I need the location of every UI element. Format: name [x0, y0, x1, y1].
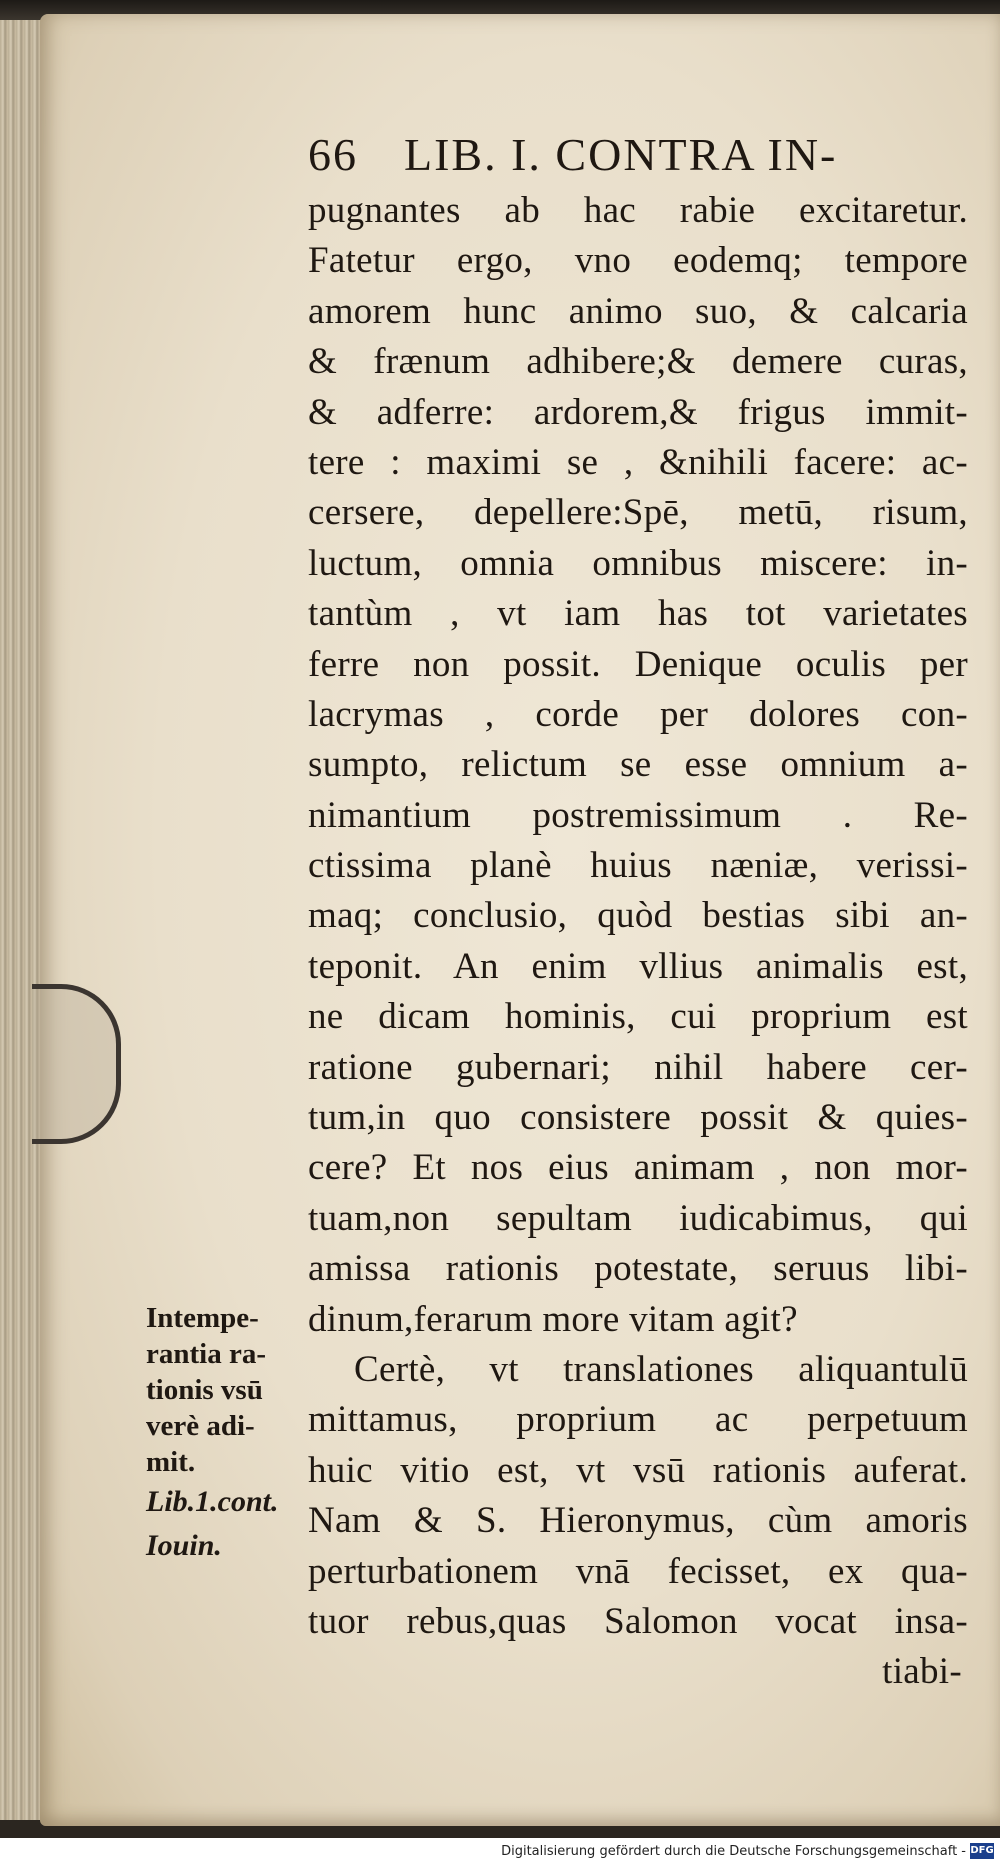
text-line: pugnantes ab hac rabie excitaretur. [308, 190, 968, 231]
page-header [308, 124, 968, 186]
marginal-note-line: tionis vsū [146, 1374, 263, 1406]
text-line: & frænum adhibere;& demere curas, [308, 341, 968, 383]
text-line: ne dicam hominis, cui proprium est [308, 996, 968, 1038]
catchword: tiabi- [882, 1651, 962, 1693]
text-line: tum,in quo consistere possit & quies- [308, 1097, 968, 1139]
text-line: perturbationem vnā fecisset, ex qua- [308, 1550, 968, 1592]
text-line: cersere, depellere:Spē, metū, risum, [308, 492, 968, 534]
marginal-note [146, 1300, 306, 1568]
text-line: luctum, omnia omnibus miscere: in- [308, 542, 968, 584]
clasp-ring [32, 984, 121, 1144]
text-line: ferre non possit. Denique oculis per [308, 643, 968, 685]
digitization-footer [0, 1838, 1000, 1866]
text-line: huic vitio est, vt vsū rationis auferat. [308, 1449, 968, 1491]
running-head: LIB. I. CONTRA IN- [404, 129, 838, 180]
text-line: tuor rebus,quas Salomon vocat insa- [308, 1600, 968, 1642]
text-line: ctissima planè huius næniæ, verissi- [308, 845, 968, 887]
text-line: & adferre: ardorem,& frigus immit- [308, 391, 968, 433]
text-line: tantùm , vt iam has tot varietates [308, 593, 968, 635]
text-line: Fatetur ergo, vno eodemq; tempore [308, 240, 968, 282]
text-line: amissa rationis potestate, seruus libi- [308, 1248, 968, 1290]
marginal-note-line: rantia ra- [146, 1338, 266, 1370]
text-line: lacrymas , corde per dolores con- [308, 693, 968, 735]
page-number: 66 [308, 129, 358, 180]
text-line: sumpto, relictum se esse omnium a- [308, 744, 968, 786]
marginal-note-line: mit. [146, 1446, 196, 1478]
text-line: dinum,ferarum more vitam agit? [308, 1298, 798, 1340]
marginal-reference-line: Iouin. [146, 1529, 222, 1562]
text-line: Nam & S. Hieronymus, cùm amoris [308, 1500, 968, 1542]
text-line: mittamus, proprium ac perpetuum [308, 1399, 968, 1441]
dfg-logo-icon: DFG [970, 1843, 994, 1859]
text-line: Certè, vt translationes aliquantulū [354, 1348, 968, 1390]
text-line: amorem hunc animo suo, & calcaria [308, 290, 968, 332]
text-line: tuam,non sepultam iudicabimus, qui [308, 1197, 968, 1239]
text-line: cere? Et nos eius animam , non mor- [308, 1147, 968, 1189]
text-line: tere : maximi se , &nihili facere: ac- [308, 441, 968, 483]
marginal-note-line: Intempe- [146, 1302, 259, 1334]
funding-credit: Digitalisierung gefördert durch die Deutsche Forschungsgemeinschaft - [501, 1844, 966, 1859]
text-line: ratione gubernari; nihil habere cer- [308, 1046, 968, 1088]
marginal-note-line: verè adi- [146, 1410, 255, 1442]
marginal-reference-line: Lib.1.cont. [146, 1485, 279, 1518]
text-line: teponit. An enim vllius animalis est, [308, 945, 968, 987]
page-text-block [308, 124, 968, 1698]
text-line: maq; conclusio, quòd bestias sibi an- [308, 895, 968, 937]
text-line: nimantium postremissimum . Re- [308, 794, 968, 836]
